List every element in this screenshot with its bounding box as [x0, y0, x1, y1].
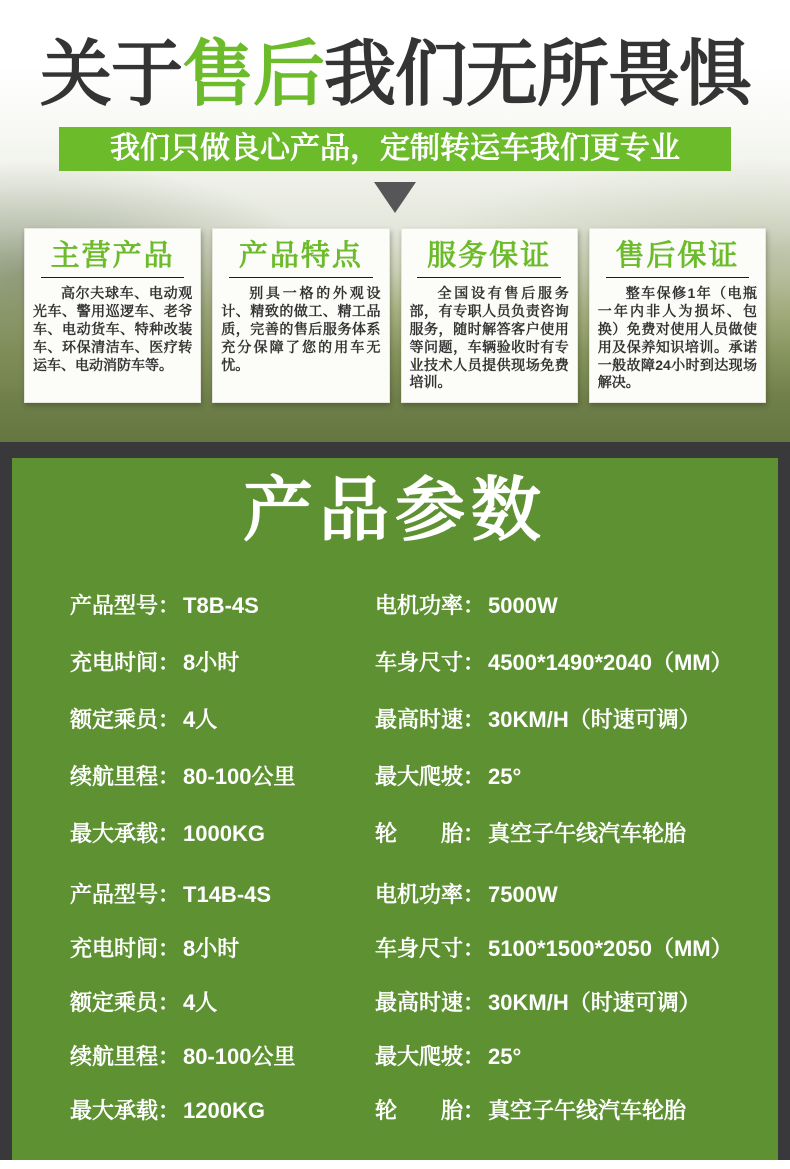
param-row — [70, 880, 778, 910]
param-label: 最大承载： — [70, 1097, 181, 1123]
param-row — [70, 648, 778, 678]
param-value: 25° — [488, 763, 522, 789]
card-title: 售后保证 — [615, 239, 740, 272]
arrow-down-icon — [374, 182, 416, 213]
param-value: 真空子午线汽车轮胎 — [488, 820, 687, 846]
param-cell — [70, 819, 375, 849]
card-body: 高尔夫球车、电动观光车、警用巡逻车、老爷车、电动货车、特种改装车、环保清洁车、医疗转运车、电动消防车等。 — [33, 285, 193, 373]
param-cell — [70, 1042, 375, 1072]
param-value: 25° — [488, 1043, 522, 1069]
card-main-products — [24, 228, 201, 403]
param-value: 8小时 — [183, 935, 240, 961]
card-title: 主营产品 — [50, 239, 175, 272]
param-value: T14B-4S — [183, 881, 272, 907]
param-row — [70, 988, 778, 1018]
param-cell — [375, 819, 778, 849]
param-label: 产品型号： — [70, 881, 181, 907]
param-label: 最高时速： — [375, 989, 486, 1015]
param-cell — [375, 880, 778, 910]
param-group-t8b4s — [12, 591, 778, 849]
param-value: 5000W — [488, 592, 558, 618]
param-label: 续航里程： — [70, 1043, 181, 1069]
param-value: 30KM/H（时速可调） — [488, 989, 701, 1015]
param-cell — [375, 648, 778, 678]
param-cell — [375, 1042, 778, 1072]
param-cell — [375, 1096, 778, 1126]
param-row — [70, 1096, 778, 1126]
param-value: 80-100公里 — [183, 1043, 296, 1069]
param-label: 最大爬坡： — [375, 1043, 486, 1069]
card-divider — [41, 277, 184, 278]
param-value: 7500W — [488, 881, 558, 907]
card-service-guarantee — [401, 228, 578, 403]
param-label: 最高时速： — [375, 706, 486, 732]
title-suffix: 我们无所畏惧 — [324, 35, 751, 115]
param-value: 8小时 — [183, 649, 240, 675]
page-title — [0, 0, 790, 114]
card-body: 全国设有售后服务部，有专职人员负责咨询服务，随时解答客户使用等问题，车辆验收时有专业技术人员提供现场免费培训。 — [409, 285, 569, 391]
card-aftersales-guarantee — [589, 228, 766, 403]
param-cell — [375, 762, 778, 792]
title-highlight: 售后 — [181, 35, 324, 115]
card-product-features — [212, 228, 389, 403]
param-value: 30KM/H（时速可调） — [488, 706, 701, 732]
card-body: 整车保修1年（电瓶一年内非人为损坏、包换）免费对使用人员做使用及保养知识培训。承诺一般故障24小时到达现场解决。 — [597, 285, 757, 391]
params-title: 产品参数 — [243, 471, 547, 549]
param-label: 最大爬坡： — [375, 763, 486, 789]
card-divider — [229, 277, 372, 278]
param-cell — [70, 591, 375, 621]
params-panel — [12, 458, 778, 1160]
param-label: 续航里程： — [70, 763, 181, 789]
param-row — [70, 705, 778, 735]
param-cell — [70, 880, 375, 910]
params-section — [0, 442, 790, 1160]
param-value: 5100*1500*2050（MM） — [488, 935, 733, 961]
card-body: 别具一格的外观设计、精致的做工、精工品质，完善的售后服务体系充分保障了您的用车无忧。 — [221, 285, 381, 373]
param-label: 产品型号： — [70, 592, 181, 618]
param-label: 额定乘员： — [70, 989, 181, 1015]
param-cell — [375, 705, 778, 735]
param-value: 4500*1490*2040（MM） — [488, 649, 733, 675]
param-row — [70, 1042, 778, 1072]
param-cell — [70, 988, 375, 1018]
param-label: 轮 胎： — [375, 820, 486, 846]
title-prefix: 关于 — [39, 35, 182, 115]
param-label: 车身尺寸： — [375, 649, 486, 675]
param-value: 80-100公里 — [183, 763, 296, 789]
param-label: 电机功率： — [375, 881, 486, 907]
param-row — [70, 819, 778, 849]
param-row — [70, 591, 778, 621]
param-cell — [375, 934, 778, 964]
card-title: 服务保证 — [427, 239, 552, 272]
param-cell — [70, 762, 375, 792]
param-cell — [70, 705, 375, 735]
param-value: T8B-4S — [183, 592, 259, 618]
param-value: 4人 — [183, 989, 218, 1015]
card-title: 产品特点 — [238, 239, 363, 272]
param-value: 1200KG — [183, 1097, 265, 1123]
param-label: 车身尺寸： — [375, 935, 486, 961]
param-label: 充电时间： — [70, 649, 181, 675]
feature-cards — [0, 228, 790, 403]
param-row — [70, 934, 778, 964]
param-label: 额定乘员： — [70, 706, 181, 732]
param-value: 真空子午线汽车轮胎 — [488, 1097, 687, 1123]
param-label: 轮 胎： — [375, 1097, 486, 1123]
card-divider — [417, 277, 560, 278]
param-group-t14b4s — [12, 880, 778, 1126]
card-divider — [606, 277, 749, 278]
param-cell — [375, 591, 778, 621]
hero-section — [0, 0, 790, 442]
param-cell — [375, 988, 778, 1018]
param-value: 1000KG — [183, 820, 265, 846]
param-row — [70, 762, 778, 792]
param-label: 电机功率： — [375, 592, 486, 618]
param-cell — [70, 648, 375, 678]
param-cell — [70, 934, 375, 964]
param-label: 最大承载： — [70, 820, 181, 846]
subtitle-banner: 我们只做良心产品，定制转运车我们更专业 — [59, 127, 731, 171]
param-cell — [70, 1096, 375, 1126]
param-label: 充电时间： — [70, 935, 181, 961]
param-value: 4人 — [183, 706, 218, 732]
